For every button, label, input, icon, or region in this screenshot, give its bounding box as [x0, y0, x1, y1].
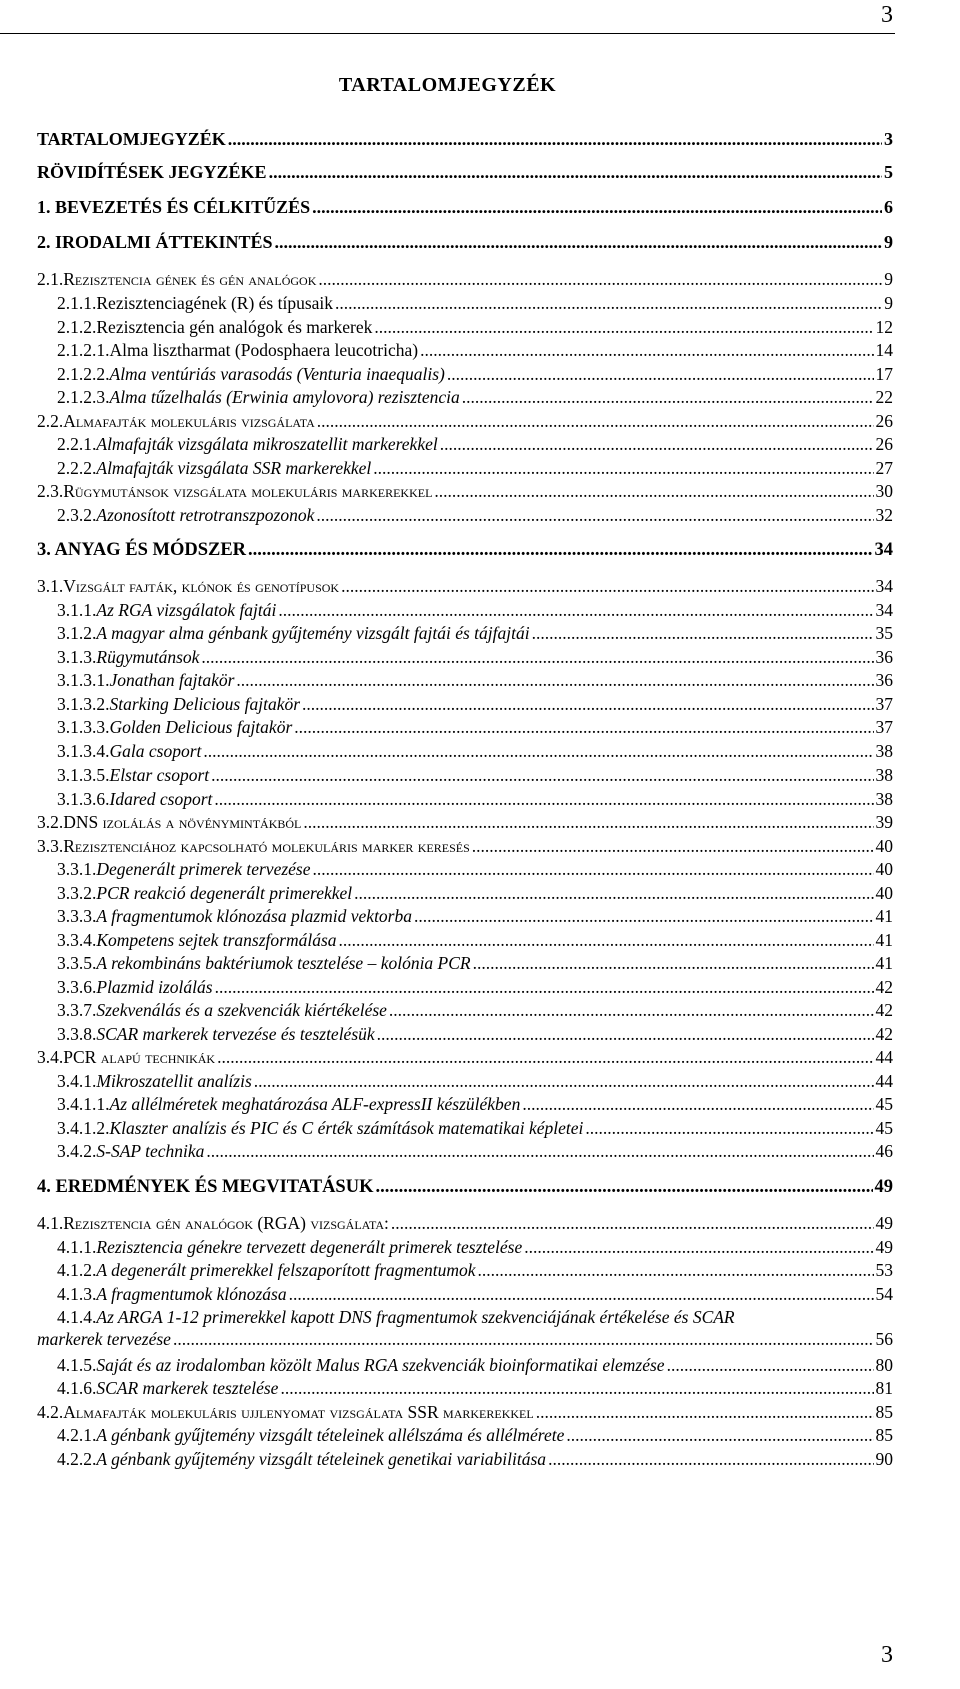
toc-entry-title: Kompetens sejtek transzformálása — [96, 930, 337, 950]
page-number-bottom: 3 — [881, 1642, 893, 1668]
toc-entry-number: 3.1.3.4. — [57, 741, 110, 761]
toc-entry-page: 17 — [875, 364, 893, 384]
toc-entry-number: 3.1.1. — [57, 600, 97, 620]
toc-entry[interactable] — [37, 539, 893, 561]
toc-entry-number: 3.2. — [37, 812, 64, 832]
toc-entry-title: A degenerált primerekkel felszaporított fragmentumok — [96, 1260, 476, 1280]
toc-entry-number: 2.1.2. — [57, 317, 97, 337]
toc-entry-number: 4.1.1. — [57, 1237, 97, 1257]
toc-entry-number: 3.1.3. — [57, 647, 97, 667]
toc-entry-page: 26 — [875, 411, 893, 431]
toc-leader-dots — [317, 410, 874, 432]
toc-leader-dots — [248, 539, 872, 561]
toc-entry-page: 9 — [884, 232, 893, 252]
toc-entry[interactable] — [57, 858, 893, 880]
toc-entry-page: 37 — [875, 717, 893, 737]
toc-entry-page: 34 — [874, 540, 893, 560]
toc-leader-dots — [335, 292, 882, 314]
toc-entry-number: 3.3. — [37, 836, 64, 856]
toc-entry-title: Az RGA vizsgálatok fajtái — [96, 600, 277, 620]
toc-entry[interactable] — [57, 976, 893, 998]
toc-leader-dots — [173, 1328, 874, 1350]
toc-entry-title: Almafajták molekuláris ujjlenyomat vizsgálata SSR markerekkel — [63, 1402, 534, 1422]
toc-leader-dots — [280, 1377, 873, 1399]
toc-entry-title: Azonosított retrotranszpozonok — [96, 505, 315, 525]
toc-leader-dots — [269, 161, 882, 183]
toc-entry-number: 3.1.2. — [57, 623, 97, 643]
toc-entry[interactable] — [37, 1212, 893, 1234]
toc-entry-page: 90 — [875, 1449, 893, 1469]
toc-entry[interactable] — [57, 339, 893, 361]
toc-entry-number: 3.4.1. — [57, 1071, 97, 1091]
toc-entry-number: 4.1.5. — [57, 1355, 97, 1375]
toc-entry-page: 40 — [875, 883, 893, 903]
toc-entry[interactable] — [37, 1306, 893, 1350]
toc-entry[interactable] — [57, 1377, 893, 1399]
toc-leader-dots — [215, 976, 874, 998]
toc-leader-dots — [532, 622, 874, 644]
toc-leader-dots — [374, 316, 873, 338]
toc-leader-dots — [214, 788, 873, 810]
toc-entry-page: 9 — [884, 269, 893, 289]
toc-title: TARTALOMJEGYZÉK — [338, 74, 557, 96]
toc-leader-dots — [278, 599, 873, 621]
toc-entry-number: 3.1.3.6. — [57, 789, 110, 809]
toc-entry-number: 4.2.1. — [57, 1425, 97, 1445]
toc-leader-dots — [566, 1424, 873, 1446]
toc-entry-number: 3.1.3.2. — [57, 694, 110, 714]
toc-entry-title: PCR alapú technikák — [63, 1047, 216, 1067]
toc-entry-title: Az ARGA 1-12 primerekkel kapott DNS fragmentumok szekvenciájának értékelése és SCAR — [96, 1307, 735, 1327]
toc-entry[interactable] — [57, 363, 893, 385]
toc-entry-number: 4.1.3. — [57, 1284, 97, 1304]
toc-entry-title: Klaszter analízis és PIC és C érték számítások matematikai képletei — [109, 1118, 584, 1138]
toc-entry[interactable] — [57, 433, 893, 455]
toc-entry-title: Mikroszatellit analízis — [96, 1071, 252, 1091]
toc-entry-number: 3.3.8. — [57, 1024, 97, 1044]
toc-entry-page: 44 — [875, 1047, 893, 1067]
toc-entry[interactable] — [57, 740, 893, 762]
toc-entry[interactable] — [57, 1070, 893, 1092]
toc-leader-dots — [447, 363, 874, 385]
toc-leader-dots — [201, 646, 873, 668]
toc-leader-dots — [211, 764, 873, 786]
toc-entry-page: 81 — [875, 1378, 893, 1398]
toc-entry[interactable] — [57, 716, 893, 738]
toc-entry[interactable] — [37, 231, 893, 253]
toc-entry-number: 4.2. — [37, 1402, 64, 1422]
toc-entry-number: 4.1.2. — [57, 1260, 97, 1280]
toc-entry-number: 2.1.1. — [57, 293, 97, 313]
toc-entry-page: 34 — [875, 600, 893, 620]
toc-entry-page: 53 — [875, 1260, 893, 1280]
toc-entry-page: 22 — [875, 387, 893, 407]
toc-entry[interactable] — [37, 480, 893, 502]
toc-entry-title: Rügymutánsok vizsgálata molekuláris markerekkel — [63, 481, 433, 501]
toc-entry-number: TARTALOMJEGYZÉK — [37, 129, 226, 149]
toc-entry[interactable] — [57, 504, 893, 526]
header-rule — [0, 33, 895, 34]
toc-entry-page: 40 — [875, 836, 893, 856]
toc-entry-page: 42 — [875, 977, 893, 997]
toc-entry-title: Alma lisztharmat (Podosphaera leucotricha) — [109, 340, 419, 360]
toc-entry[interactable] — [57, 788, 893, 810]
toc-entry-page: 6 — [884, 197, 893, 217]
toc-entry-number: 3.3.6. — [57, 977, 97, 997]
toc-entry[interactable] — [57, 669, 893, 691]
toc-entry-title: Gala csoport — [109, 741, 202, 761]
toc-entry-page: 34 — [875, 576, 893, 596]
toc-entry[interactable] — [57, 386, 893, 408]
toc-entry-number: 3.3.1. — [57, 859, 97, 879]
toc-entry[interactable] — [37, 835, 893, 857]
toc-entry-number: 4. EREDMÉNYEK ÉS MEGVITATÁSUK — [37, 1177, 374, 1197]
toc-entry-number: 2.1.2.1. — [57, 340, 110, 360]
toc-entry[interactable] — [37, 268, 893, 290]
toc-entry-title: Az allélméretek meghatározása ALF-expressII készülékben — [109, 1094, 521, 1114]
toc-entry-page: 37 — [875, 694, 893, 714]
toc-entry[interactable] — [37, 1401, 893, 1423]
toc-entry-number: 3.4.2. — [57, 1141, 97, 1161]
toc-leader-dots — [377, 1023, 874, 1045]
toc-leader-dots — [440, 433, 874, 455]
toc-entry-number: 3.4. — [37, 1047, 64, 1067]
toc-leader-dots — [316, 504, 873, 526]
toc-entry[interactable] — [57, 1354, 893, 1376]
toc-entry-title: Almafajták vizsgálata mikroszatellit markerekkel — [96, 434, 438, 454]
toc-entry[interactable] — [37, 811, 893, 833]
toc-entry-title: S-SAP technika — [96, 1141, 205, 1161]
toc-entry-page: 85 — [875, 1402, 893, 1422]
toc-entry-title-cont: markerek tervezése — [37, 1329, 171, 1349]
toc-entry-number: 2.1.2.3. — [57, 387, 110, 407]
toc-entry-page: 45 — [875, 1118, 893, 1138]
toc-entry-page: 3 — [884, 129, 893, 149]
toc-leader-dots — [339, 929, 874, 951]
toc-entry-page: 80 — [875, 1355, 893, 1375]
toc-entry-number: 3.1.3.1. — [57, 670, 110, 690]
toc-entry-page: 30 — [875, 481, 893, 501]
toc-entry-number: 2.1.2.2. — [57, 364, 110, 384]
toc-entry-title: PCR reakció degenerált primerekkel — [96, 883, 353, 903]
toc-entry[interactable] — [57, 952, 893, 974]
toc-entry-page: 38 — [875, 789, 893, 809]
toc-entry-number: 2.2.1. — [57, 434, 97, 454]
toc-entry-number: 2.1. — [37, 269, 64, 289]
toc-entry[interactable] — [57, 622, 893, 644]
toc-entry-number: 3.4.1.2. — [57, 1118, 110, 1138]
toc-entry-number: 2.3.2. — [57, 505, 97, 525]
toc-entry-number: 3. ANYAG ÉS MÓDSZER — [37, 540, 247, 560]
toc-entry-title: Rezisztencia génekre tervezett degenerált primerek tesztelése — [96, 1237, 523, 1257]
toc-entry-page: 5 — [884, 162, 893, 182]
toc-entry-title: Starking Delicious fajtakör — [109, 694, 301, 714]
toc-entry-title: Vizsgált fajták, klónok és genotípusok — [63, 576, 340, 596]
toc-leader-dots — [536, 1401, 874, 1423]
toc-entry-title: Elstar csoport — [109, 765, 210, 785]
toc-entry-page: 54 — [875, 1284, 893, 1304]
toc-entry-number: 3.3.4. — [57, 930, 97, 950]
toc-entry-title: Idared csoport — [109, 789, 213, 809]
toc-entry-number: 3.1.3.3. — [57, 717, 110, 737]
toc-entry-page: 49 — [874, 1177, 893, 1197]
toc-entry-title: Almafajták molekuláris vizsgálata — [63, 411, 315, 431]
toc-leader-dots — [522, 1093, 873, 1115]
toc-entry[interactable] — [37, 1046, 893, 1068]
toc-leader-dots — [373, 457, 873, 479]
toc-entry[interactable] — [57, 1140, 893, 1162]
toc-entry-number: 4.1. — [37, 1213, 64, 1233]
toc-leader-dots — [312, 196, 882, 218]
toc-entry[interactable] — [37, 410, 893, 432]
toc-leader-dots — [667, 1354, 874, 1376]
toc-entry[interactable] — [57, 905, 893, 927]
toc-entry-title: A rekombináns baktériumok tesztelése – kolónia PCR — [96, 953, 471, 973]
toc-entry-title: SCAR markerek tesztelése — [96, 1378, 279, 1398]
toc-leader-dots — [585, 1117, 873, 1139]
toc-entry-page: 85 — [875, 1425, 893, 1445]
toc-entry-number: 3.4.1.1. — [57, 1094, 110, 1114]
toc-entry-number: 3.3.2. — [57, 883, 97, 903]
toc-entry-title: Alma ventúriás varasodás (Venturia inaequalis) — [109, 364, 445, 384]
toc-leader-dots — [203, 740, 873, 762]
toc-entry-page: 9 — [884, 293, 893, 313]
toc-entry-page: 42 — [875, 1024, 893, 1044]
toc-entry-page: 26 — [875, 434, 893, 454]
toc-entry-page: 36 — [875, 670, 893, 690]
toc-entry[interactable] — [57, 929, 893, 951]
toc-entry-number: 3.3.7. — [57, 1000, 97, 1020]
toc-leader-dots — [289, 1283, 874, 1305]
page-number-top: 3 — [881, 2, 893, 28]
toc-entry-page: 32 — [875, 505, 893, 525]
toc-leader-dots — [477, 1259, 873, 1281]
toc-entry-page: 27 — [875, 458, 893, 478]
toc-entry-number: 4.2.2. — [57, 1449, 97, 1469]
toc-entry[interactable] — [57, 646, 893, 668]
toc-entry[interactable] — [57, 1448, 893, 1470]
toc-entry-number: 3.3.3. — [57, 906, 97, 926]
toc-entry[interactable] — [57, 882, 893, 904]
toc-entry-title: A génbank gyűjtemény vizsgált tételeinek allélszáma és allélmérete — [96, 1425, 565, 1445]
toc-entry[interactable] — [57, 1117, 893, 1139]
toc-entry-number: 3.1. — [37, 576, 64, 596]
toc-leader-dots — [341, 575, 873, 597]
toc-entry[interactable] — [57, 1023, 893, 1045]
toc-entry-page: 42 — [875, 1000, 893, 1020]
toc-entry[interactable] — [57, 599, 893, 621]
toc-entry-page: 35 — [875, 623, 893, 643]
toc-entry[interactable] — [57, 693, 893, 715]
toc-leader-dots — [414, 905, 874, 927]
toc-entry-number: 4.1.6. — [57, 1378, 97, 1398]
toc-entry-title: Golden Delicious fajtakör — [109, 717, 293, 737]
toc-entry[interactable] — [37, 196, 893, 218]
toc-entry[interactable] — [57, 316, 893, 338]
toc-leader-dots — [294, 716, 873, 738]
toc-entry-title: Rezisztencia gén analógok és markerek — [96, 317, 373, 337]
toc-entry-title: Rügymutánsok — [96, 647, 200, 667]
toc-entry-title: Alma tűzelhalás (Erwinia amylovora) rezisztencia — [109, 387, 460, 407]
toc-leader-dots — [228, 128, 882, 150]
toc-entry[interactable] — [37, 575, 893, 597]
toc-entry[interactable] — [57, 1236, 893, 1258]
toc-entry-title: Saját és az irodalomban közölt Malus RGA szekvenciák bioinformatikai elemzése — [96, 1355, 665, 1375]
toc-entry[interactable] — [57, 764, 893, 786]
toc-entry-number: 2. IRODALMI ÁTTEKINTÉS — [37, 232, 273, 252]
toc-entry-title: Rezisztenciához kapcsolható molekuláris marker keresés — [63, 836, 470, 856]
toc-leader-dots — [303, 811, 873, 833]
toc-entry[interactable] — [37, 161, 893, 183]
toc-leader-dots — [548, 1448, 873, 1470]
toc-entry-title: DNS izolálás a növénymintákból — [63, 812, 302, 832]
toc-entry-number: RÖVIDÍTÉSEK JEGYZÉKE — [37, 162, 267, 182]
toc-leader-dots — [275, 231, 882, 253]
toc-entry[interactable] — [37, 128, 893, 150]
toc-entry-page: 38 — [875, 765, 893, 785]
toc-entry-title: Degenerált primerek tervezése — [96, 859, 311, 879]
toc-entry-page: 49 — [875, 1237, 893, 1257]
toc-entry[interactable] — [37, 1176, 893, 1198]
toc-entry[interactable] — [57, 1259, 893, 1281]
toc-leader-dots — [434, 480, 873, 502]
toc-entry-page: 14 — [875, 340, 893, 360]
toc-entry[interactable] — [57, 292, 893, 314]
toc-leader-dots — [524, 1236, 873, 1258]
toc-entry-title: Rezisztenciagének (R) és típusaik — [96, 293, 334, 313]
toc-entry-page: 46 — [875, 1141, 893, 1161]
toc-leader-dots — [462, 386, 874, 408]
toc-entry-page: 38 — [875, 741, 893, 761]
toc-leader-dots — [254, 1070, 874, 1092]
toc-entry-title: A génbank gyűjtemény vizsgált tételeinek genetikai variabilitása — [96, 1449, 547, 1469]
toc-entry[interactable] — [57, 1283, 893, 1305]
toc-entry[interactable] — [57, 457, 893, 479]
toc-entry-title: A fragmentumok klónozása plazmid vektorba — [96, 906, 412, 926]
toc-entry-page: 41 — [875, 930, 893, 950]
toc-entry-number: 2.3. — [37, 481, 64, 501]
toc-entry-title: SCAR markerek tervezése és tesztelésük — [96, 1024, 375, 1044]
toc-entry-page: 39 — [875, 812, 893, 832]
toc-entry-page: 41 — [875, 953, 893, 973]
toc-entry[interactable] — [57, 999, 893, 1021]
toc-entry-page: 45 — [875, 1094, 893, 1114]
toc-entry-number: 3.3.5. — [57, 953, 97, 973]
toc-entry-title: Jonathan fajtakör — [109, 670, 235, 690]
toc-entry-page: 41 — [875, 906, 893, 926]
toc-leader-dots — [302, 693, 873, 715]
toc-entry-page: 49 — [875, 1213, 893, 1233]
toc-entry[interactable] — [57, 1424, 893, 1446]
toc-entry-page: 40 — [875, 859, 893, 879]
toc-entry-number: 2.2. — [37, 411, 64, 431]
toc-leader-dots — [236, 669, 873, 691]
toc-entry-title: A fragmentumok klónozása — [96, 1284, 287, 1304]
toc-leader-dots — [391, 1212, 874, 1234]
toc-entry-title: A magyar alma génbank gyűjtemény vizsgált fajtái és tájfajtái — [96, 623, 530, 643]
toc-leader-dots — [318, 268, 882, 290]
toc-leader-dots — [473, 952, 874, 974]
toc-leader-dots — [420, 339, 873, 361]
toc-entry-number: 4.1.4. — [57, 1307, 97, 1327]
toc-entry-number: 2.2.2. — [57, 458, 97, 478]
toc-leader-dots — [389, 999, 874, 1021]
toc-leader-dots — [313, 858, 874, 880]
toc-entry-title: Plazmid izolálás — [96, 977, 213, 997]
toc-entry-page: 56 — [875, 1329, 893, 1349]
toc-entry-page: 44 — [875, 1071, 893, 1091]
toc-entry-title: Szekvenálás és a szekvenciák kiértékelése — [96, 1000, 387, 1020]
toc-entry-number: 1. BEVEZETÉS ÉS CÉLKITŰZÉS — [37, 197, 311, 217]
toc-leader-dots — [354, 882, 873, 904]
toc-leader-dots — [206, 1140, 873, 1162]
toc-entry-number: 3.1.3.5. — [57, 765, 110, 785]
toc-entry-page: 12 — [875, 317, 893, 337]
toc-entry-title: Rezisztencia gén analógok (RGA) vizsgálata: — [63, 1213, 389, 1233]
toc-leader-dots — [472, 835, 874, 857]
toc-leader-dots — [375, 1176, 872, 1198]
toc-entry[interactable] — [57, 1093, 893, 1115]
toc-entry-page: 36 — [875, 647, 893, 667]
toc-entry-title: Almafajták vizsgálata SSR markerekkel — [96, 458, 372, 478]
toc-leader-dots — [217, 1046, 873, 1068]
toc-entry-title: Rezisztencia gének és gén analógok — [63, 269, 317, 289]
